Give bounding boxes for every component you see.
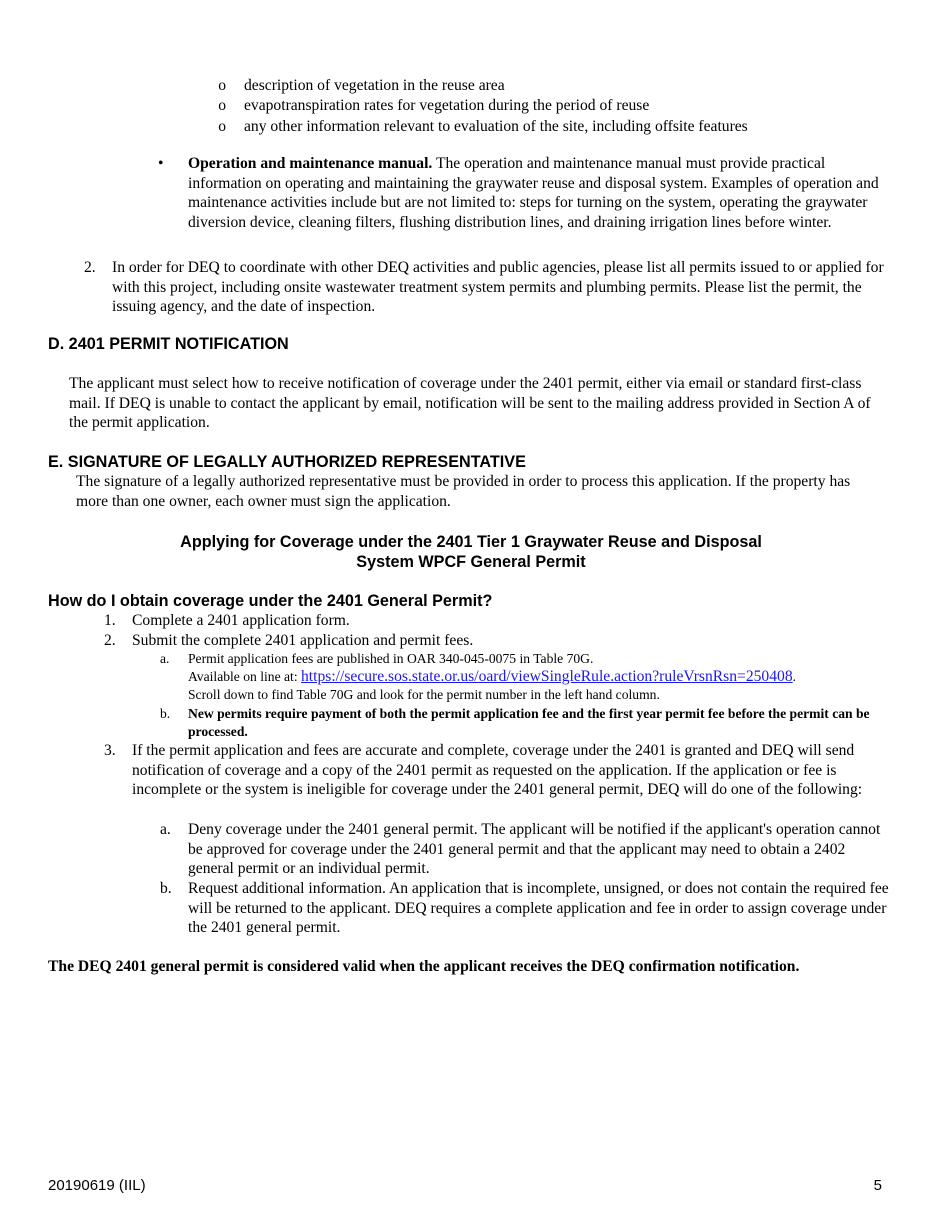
section-e-text: The signature of a legally authorized representative must be provided in order to process this application. If the property has more than one owner, each owner must sign the application. (76, 473, 851, 510)
om-text: The operation and maintenance manual must provide practical information on operating and maintaining the graywater reuse and disposal system. Examples of operation and maintenance activities include but are not limited to: steps for turning on the system, operating the graywater diversion device, cleaning filters, flushing distribution lines, and draining irrigation lines before winter. (188, 155, 879, 231)
bullet-dot: • (158, 155, 164, 172)
step-2-number: 2. (104, 632, 116, 649)
centered-title-line2: System WPCF General Permit (356, 553, 586, 571)
final-note: The DEQ 2401 general permit is considered valid when the applicant receives the DEQ confirmation notification. (48, 958, 800, 975)
step-2a-line2 (188, 668, 908, 686)
step-2b-text: New permits require payment of both the permit application fee and the first year permit fee before the permit can be processed. (188, 706, 870, 739)
step-3-number: 3. (104, 742, 116, 759)
step-2a-line1: Permit application fees are published in OAR 340-045-0075 in Table 70G. (188, 651, 594, 666)
centered-title-line1: Applying for Coverage under the 2401 Tier 1 Graywater Reuse and Disposal (180, 533, 762, 551)
step-3b-text: Request additional information. An application that is incomplete, unsigned, or does not contain the required fee will be returned to the applicant. DEQ requires a complete application and fee in order to assign coverage under the 2401 general permit. (188, 880, 889, 937)
step-2a-prefix: Available on line at: (188, 669, 301, 684)
step-1-number: 1. (104, 612, 116, 629)
subbullet-vegetation: description of vegetation in the reuse area (244, 77, 505, 94)
step-3-text: If the permit application and fees are accurate and complete, coverage under the 2401 is granted and DEQ will send notification of coverage and a copy of the 2401 permit as requested on the application. If the application or fee is incomplete or the system is ineligible for coverage under the 2401 general permit, DEQ will do one of the following: (132, 742, 863, 799)
item-2-text: In order for DEQ to coordinate with other DEQ activities and public agencies, please list all permits issued to or applied for with this project, including onsite wastewater treatment system permits and plumbing permits. Please list the permit, the issuing agency, and the date of inspection. (112, 259, 884, 316)
subbullet-marker: o (218, 118, 226, 135)
item-2-number: 2. (84, 259, 96, 276)
oar-rule-link[interactable]: https://secure.sos.state.or.us/oard/viewSingleRule.action?ruleVrsnRsn=250408 (301, 668, 793, 685)
step-2b-marker: b. (160, 706, 171, 721)
section-d-text: The applicant must select how to receive notification of coverage under the 2401 permit, either via email or standard first-class mail. If DEQ is unable to contact the applicant by email, notification will be sent to the mailing address provided in Section A of the permit application. (69, 375, 871, 432)
step-2a-suffix: . (792, 669, 797, 684)
subbullet-evapotranspiration: evapotranspiration rates for vegetation during the period of reuse (244, 97, 650, 114)
section-d-heading: D. 2401 PERMIT NOTIFICATION (48, 335, 289, 353)
step-2a-marker: a. (160, 651, 170, 666)
step-3a-text: Deny coverage under the 2401 general permit. The applicant will be notified if the applicant's operation cannot be approved for coverage under the 2401 general permit and that the applicant may need to obtain a 2402 general permit or an individual permit. (188, 821, 881, 878)
step-3a-marker: a. (160, 821, 171, 838)
subbullet-marker: o (218, 77, 226, 94)
footer-doc-id: 20190619 (IIL) (48, 1177, 146, 1194)
step-2-text: Submit the complete 2401 application and permit fees. (132, 632, 474, 649)
section-e-heading: E. SIGNATURE OF LEGALLY AUTHORIZED REPRESENTATIVE (48, 453, 526, 471)
step-2a-line3: Scroll down to find Table 70G and look for the permit number in the left hand column. (188, 687, 660, 702)
page-number: 5 (873, 1177, 882, 1194)
subbullet-other-info: any other information relevant to evaluation of the site, including offsite features (244, 118, 748, 135)
step-1-text: Complete a 2401 application form. (132, 612, 350, 629)
step-3b-marker: b. (160, 880, 172, 897)
om-paragraph (188, 154, 890, 232)
om-label: Operation and maintenance manual. (188, 155, 433, 172)
subbullet-marker: o (218, 97, 226, 114)
howto-heading: How do I obtain coverage under the 2401 General Permit? (48, 592, 493, 610)
